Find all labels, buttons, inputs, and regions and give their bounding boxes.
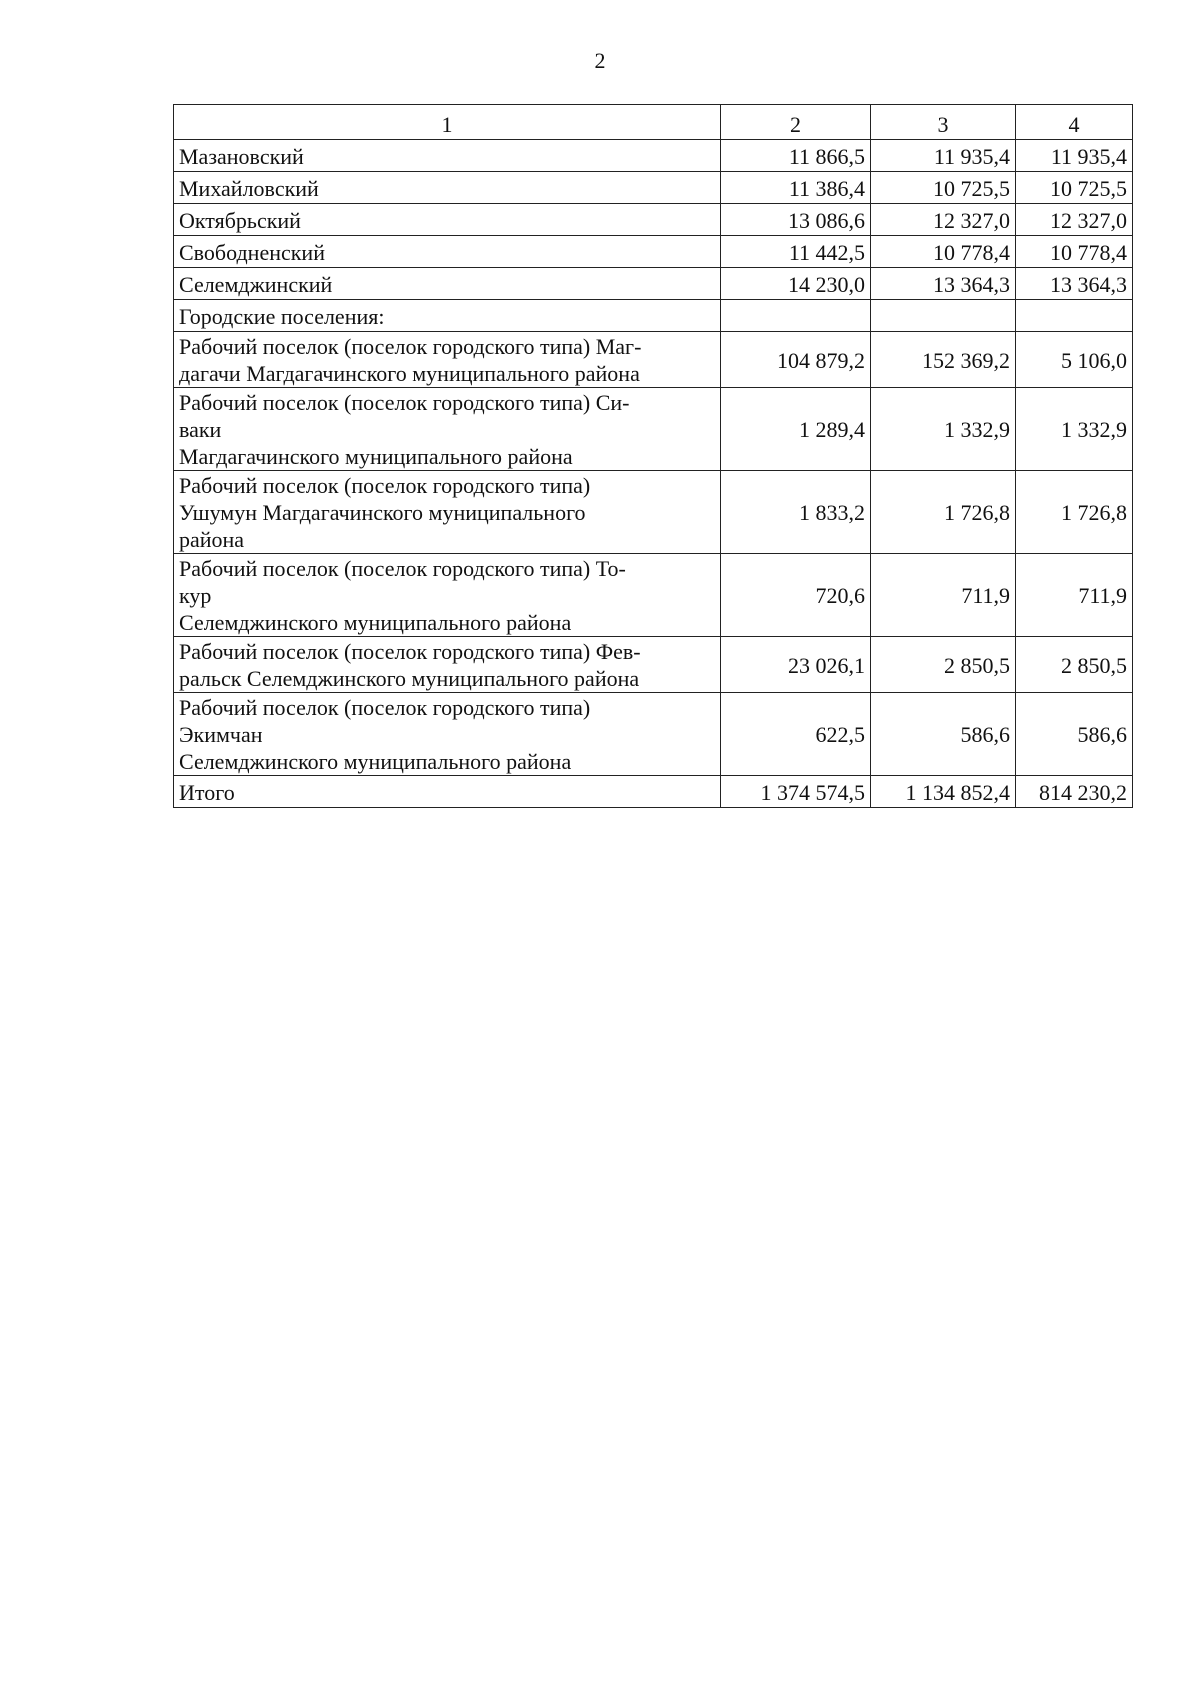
row-name: Свободненский <box>174 236 721 268</box>
row-value-col-4: 1 332,9 <box>1016 388 1133 471</box>
table-row <box>174 637 1133 693</box>
row-value-col-4: 2 850,5 <box>1016 637 1133 693</box>
row-value-col-4: 10 725,5 <box>1016 172 1133 204</box>
table-row <box>174 388 1133 471</box>
row-name-line: Ушумун Магдагачинского муниципального <box>179 500 586 525</box>
row-value-col-3: 10 778,4 <box>871 236 1016 268</box>
row-value-col-2: 11 866,5 <box>721 140 871 172</box>
column-header-2: 2 <box>721 105 871 140</box>
row-name-line: ваки <box>179 417 222 442</box>
row-name-line: Рабочий поселок (поселок городского типа) То- <box>179 556 626 581</box>
row-value-col-3: 1 134 852,4 <box>871 776 1016 808</box>
row-name-line: ральск Селемджинского муниципального района <box>179 666 640 691</box>
page-number: 2 <box>594 48 606 73</box>
row-value-col-3: 2 850,5 <box>871 637 1016 693</box>
row-name-line: Рабочий поселок (поселок городского типа) Маг- <box>179 334 642 359</box>
row-value-col-4: 1 726,8 <box>1016 471 1133 554</box>
row-value-col-2: 104 879,2 <box>721 332 871 388</box>
row-name <box>174 554 721 637</box>
row-value-col-3: 586,6 <box>871 693 1016 776</box>
row-value-col-2: 11 442,5 <box>721 236 871 268</box>
row-value-col-4 <box>1016 300 1133 332</box>
table-row <box>174 268 1133 300</box>
table-row <box>174 204 1133 236</box>
row-value-col-3: 152 369,2 <box>871 332 1016 388</box>
row-name-line: дагачи Магдагачинского муниципального района <box>179 361 640 386</box>
table-body <box>174 140 1133 808</box>
row-value-col-2: 11 386,4 <box>721 172 871 204</box>
row-name: Мазановский <box>174 140 721 172</box>
row-value-col-3: 711,9 <box>871 554 1016 637</box>
row-name-line: района <box>179 527 245 552</box>
table-row <box>174 172 1133 204</box>
row-value-col-4: 12 327,0 <box>1016 204 1133 236</box>
row-name <box>174 471 721 554</box>
row-value-col-4: 814 230,2 <box>1016 776 1133 808</box>
row-value-col-2: 622,5 <box>721 693 871 776</box>
table-row <box>174 140 1133 172</box>
budget-table <box>173 104 1133 808</box>
table-row <box>174 300 1133 332</box>
row-value-col-2: 23 026,1 <box>721 637 871 693</box>
row-name <box>174 332 721 388</box>
row-name-line: Рабочий поселок (поселок городского типа) Фев- <box>179 639 641 664</box>
row-name: Итого <box>174 776 721 808</box>
column-header-1: 1 <box>174 105 721 140</box>
table-row <box>174 332 1133 388</box>
row-value-col-3: 11 935,4 <box>871 140 1016 172</box>
table-row <box>174 471 1133 554</box>
row-value-col-2: 1 374 574,5 <box>721 776 871 808</box>
row-value-col-3: 1 332,9 <box>871 388 1016 471</box>
row-name: Михайловский <box>174 172 721 204</box>
table-row <box>174 776 1133 808</box>
column-header-3: 3 <box>871 105 1016 140</box>
row-value-col-3: 10 725,5 <box>871 172 1016 204</box>
row-name-line: Рабочий поселок (поселок городского типа) <box>179 695 591 720</box>
table-row <box>174 554 1133 637</box>
row-value-col-4: 11 935,4 <box>1016 140 1133 172</box>
row-value-col-2: 13 086,6 <box>721 204 871 236</box>
column-header-4: 4 <box>1016 105 1133 140</box>
table-row <box>174 693 1133 776</box>
row-name <box>174 637 721 693</box>
row-value-col-4: 13 364,3 <box>1016 268 1133 300</box>
row-name: Селемджинский <box>174 268 721 300</box>
row-value-col-3: 13 364,3 <box>871 268 1016 300</box>
row-value-col-3: 1 726,8 <box>871 471 1016 554</box>
table-header-row <box>174 105 1133 140</box>
row-name-line: Экимчан <box>179 722 263 747</box>
row-name: Октябрьский <box>174 204 721 236</box>
row-name-line: Рабочий поселок (поселок городского типа) <box>179 473 591 498</box>
row-name-line: Селемджинского муниципального района <box>179 749 572 774</box>
row-value-col-4: 10 778,4 <box>1016 236 1133 268</box>
row-value-col-4: 711,9 <box>1016 554 1133 637</box>
row-name-line: Рабочий поселок (поселок городского типа) Си- <box>179 390 630 415</box>
row-value-col-4: 586,6 <box>1016 693 1133 776</box>
row-name: Городские поселения: <box>174 300 721 332</box>
row-name <box>174 388 721 471</box>
row-name-line: кур <box>179 583 212 608</box>
row-value-col-4: 5 106,0 <box>1016 332 1133 388</box>
row-value-col-2: 1 833,2 <box>721 471 871 554</box>
table-row <box>174 236 1133 268</box>
row-value-col-3: 12 327,0 <box>871 204 1016 236</box>
row-value-col-2: 1 289,4 <box>721 388 871 471</box>
row-value-col-2: 720,6 <box>721 554 871 637</box>
row-name-line: Магдагачинского муниципального района <box>179 444 573 469</box>
row-value-col-3 <box>871 300 1016 332</box>
row-name <box>174 693 721 776</box>
row-value-col-2 <box>721 300 871 332</box>
row-value-col-2: 14 230,0 <box>721 268 871 300</box>
row-name-line: Селемджинского муниципального района <box>179 610 572 635</box>
